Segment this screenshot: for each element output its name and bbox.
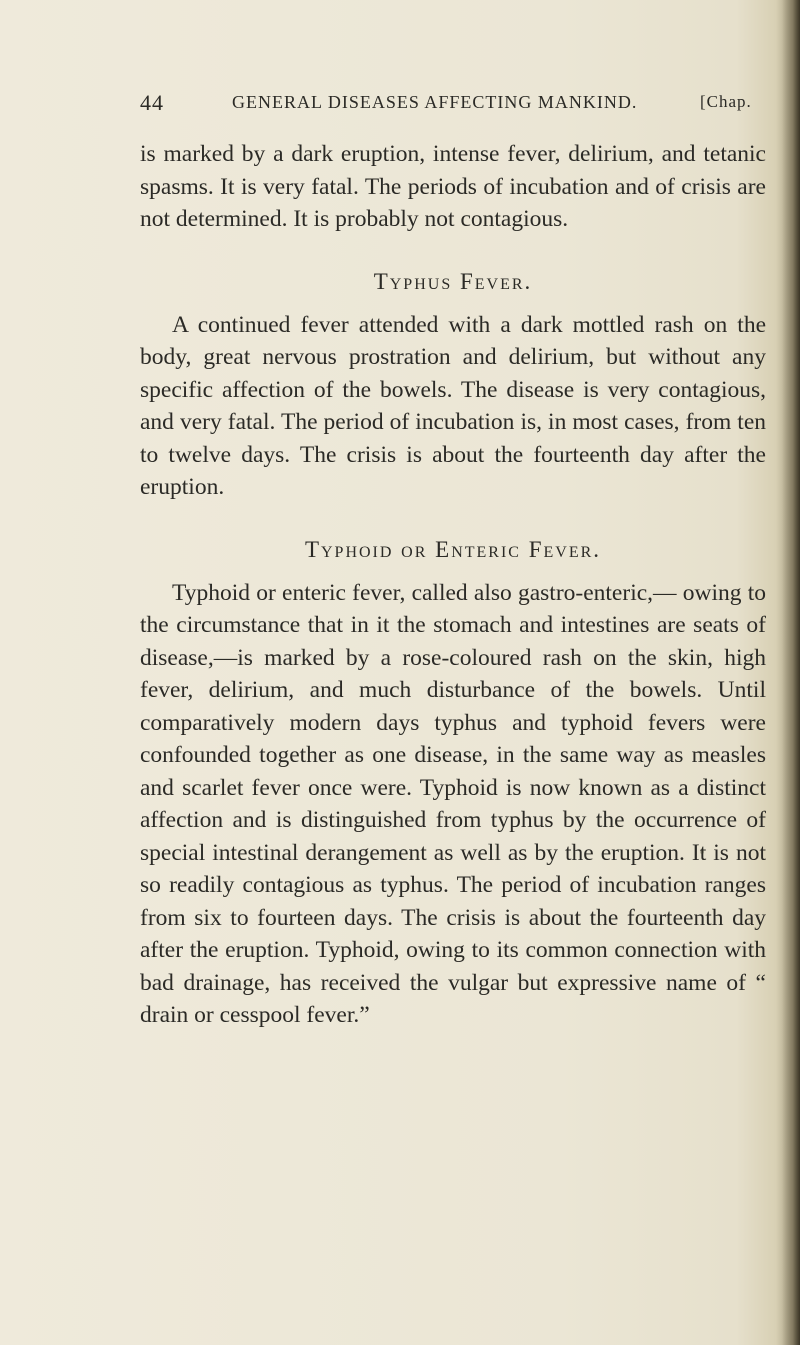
text-block	[140, 138, 766, 1032]
section-heading-typhoid: Typhoid or Enteric Fever.	[304, 536, 602, 562]
page-number: 44	[140, 90, 164, 115]
running-title: GENERAL DISEASES AFFECTING MANKIND.	[232, 92, 638, 112]
running-head	[140, 90, 770, 120]
section-heading-typhus: Typhus Fever.	[373, 268, 533, 294]
typhus-paragraph: A continued fever attended with a dark mottled rash on the body, great nervous prostration and delirium, but without any specific affection of the bowels. The disease is very contagious, and very fatal. The period of incubation is, in most cases, from ten to twelve days. The crisis is about the fourteenth day after the eruption.	[140, 311, 766, 500]
paper-speck	[700, 850, 704, 854]
typhoid-paragraph: Typhoid or enteric fever, called also gastro-enteric,— owing to the circumstance that in it the stomach and intestines are seats of disease,—is marked by a rose-coloured rash on the skin, high fever, delirium, and much disturbance of the bowels. Until comparatively modern days typhus and typhoid fevers were confounded together as one disease, in the same way as measles and scarlet fever once were. Typhoid is now known as a distinct affection and is distinguished from typhus by the occurrence of special intestinal derangement as well as by the eruption. It is not so readily contagious as typhus. The period of incubation ranges from six to fourteen days. The crisis is about the fourteenth day after the eruption. Typhoid, owing to its common connection with bad drainage, has received the vulgar but expressive name of “ drain or cesspool fever.”	[140, 579, 766, 1028]
intro-paragraph: is marked by a dark eruption, intense fever, delirium, and tetanic spasms. It is very fatal. The periods of incubation and of crisis are not determined. It is probably not contagious.	[140, 141, 766, 232]
page-edge-shadow	[782, 0, 800, 1345]
chapter-marker: [Chap.	[700, 92, 752, 111]
